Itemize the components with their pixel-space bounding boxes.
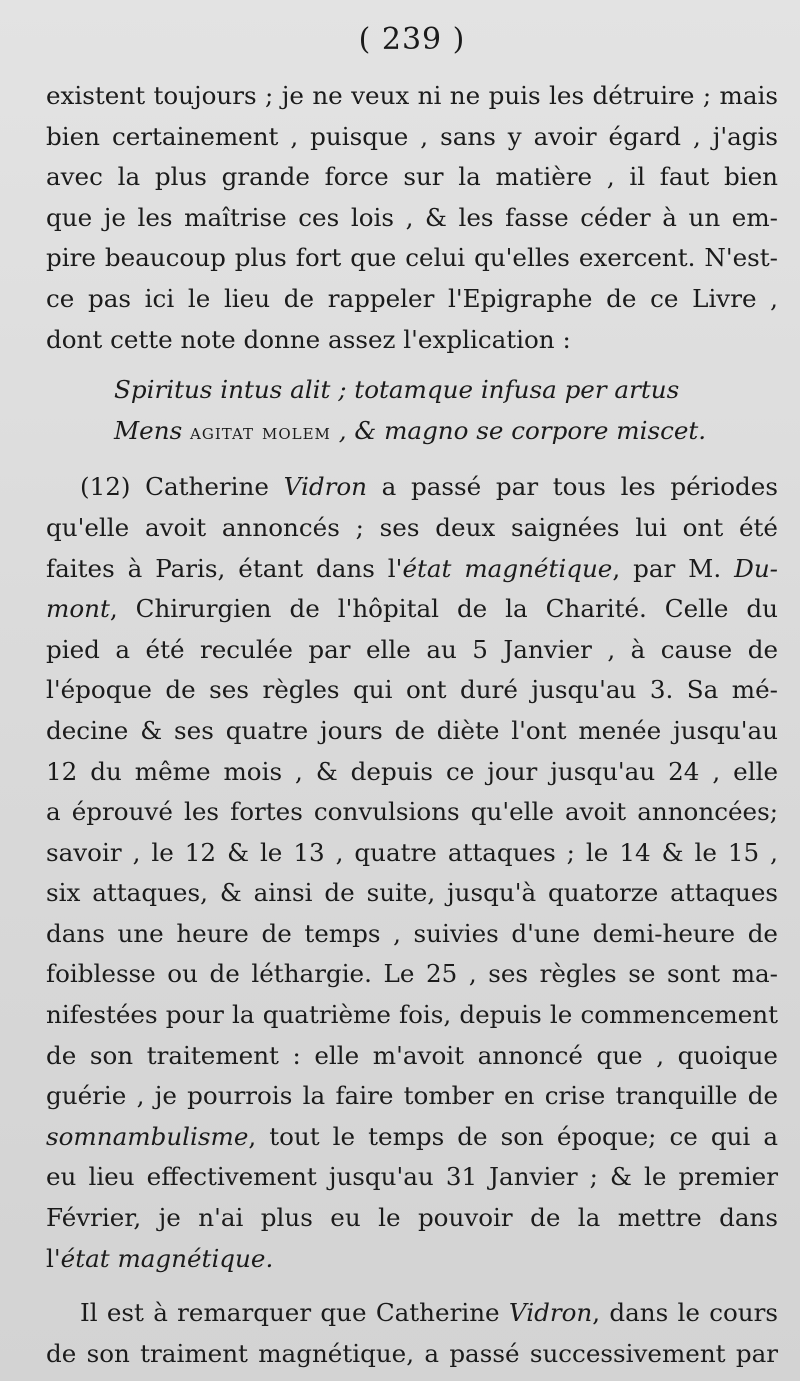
emphasis: état magnétique.: [60, 1243, 274, 1273]
person-name: mont: [46, 594, 110, 624]
text-line: de son traiment magnétique, a passé successivement par: [46, 1338, 778, 1368]
note-12-paragraph: [46, 467, 778, 1279]
epigraph-quote: [46, 360, 778, 467]
text-line: [46, 1293, 778, 1334]
epigraph-text: , & magno se corpore miscet.: [338, 415, 707, 445]
epigraph-line-1: Spiritus intus alit ; totamque infusa per artus: [114, 375, 680, 405]
text-fragment: , par M.: [612, 553, 722, 583]
text-line: existent toujours ; je ne veux ni ne puis les détruire ; mais: [46, 81, 778, 110]
text-line: ce pas ici le lieu de rappeler l'Epigraphe de ce Livre ,: [46, 283, 778, 313]
text-line: dans une heure de temps , suivies d'une demi-heure de: [46, 918, 778, 948]
text-fragment: , dans le cours: [592, 1298, 778, 1328]
text-line: decine & ses quatre jours de diète l'ont menée jusqu'au: [46, 715, 778, 745]
text-fragment: Il est à remarquer que Catherine: [80, 1298, 500, 1328]
text-line: Février, je n'ai plus eu le pouvoir de la mettre dans: [46, 1203, 778, 1233]
text-line: eu lieu effectivement jusqu'au 31 Janvier ; & le premier: [46, 1162, 778, 1192]
person-name: Vidron: [508, 1298, 593, 1328]
text-line: [46, 1117, 778, 1158]
text-line: nifestées pour la quatrième fois, depuis le commencement: [46, 1000, 778, 1030]
page-body: [46, 76, 778, 1374]
text-line: [46, 589, 778, 630]
text-line: foiblesse ou de léthargie. Le 25 , ses règles se sont ma-: [46, 959, 778, 989]
emphasis: état magnétique: [402, 553, 613, 583]
text-fragment: , tout le temps de son époque; ce qui a: [248, 1121, 778, 1151]
text-line: guérie , je pourrois la faire tomber en crise tranquille de: [46, 1081, 778, 1111]
text-fragment: a passé par tous les périodes: [381, 472, 778, 502]
text-line: [46, 467, 778, 508]
text-fragment: l': [46, 1243, 61, 1273]
opening-paragraph: [46, 76, 778, 360]
text-line: avec la plus grande force sur la matière , il faut bien: [46, 162, 778, 192]
text-line: bien certainement , puisque , sans y avoir égard , j'agis: [46, 121, 778, 151]
text-line: 12 du même mois , & depuis ce jour jusqu'au 24 , elle: [46, 756, 778, 786]
closing-paragraph: [46, 1293, 778, 1374]
text-line: dont cette note donne assez l'explication :: [46, 324, 571, 354]
text-line: pire beaucoup plus fort que celui qu'elles exercent. N'est-: [46, 243, 778, 273]
text-line: qu'elle avoit annoncés ; ses deux saignées lui ont été: [46, 512, 778, 542]
text-fragment: faites à Paris, étant dans l': [46, 553, 403, 583]
text-line: l'époque de ses règles qui ont duré jusqu'au 3. Sa mé-: [46, 675, 778, 705]
epigraph-line-2: [114, 411, 778, 454]
text-line: [46, 549, 778, 590]
emphasis: somnambulisme: [46, 1121, 249, 1151]
page-number: ( 239 ): [358, 22, 466, 57]
text-fragment: , Chirurgien de l'hôpital de la Charité. Celle du: [109, 594, 778, 624]
epigraph-text: Mens: [114, 415, 183, 445]
epigraph-small-caps: agitat molem: [190, 419, 331, 445]
text-line: de son traitement : elle m'avoit annoncé que , quoique: [46, 1040, 778, 1070]
person-name: Du-: [734, 553, 778, 583]
text-line: a éprouvé les fortes convulsions qu'elle avoit annoncées;: [46, 797, 778, 827]
text-line: six attaques, & ainsi de suite, jusqu'à quatorze attaques: [46, 878, 778, 908]
person-name: Vidron: [283, 472, 367, 502]
note-label: (12) Catherine: [80, 472, 269, 502]
text-line: pied a été reculée par elle au 5 Janvier , à cause de: [46, 634, 778, 664]
text-line: [46, 1239, 778, 1280]
text-line: savoir , le 12 & le 13 , quatre attaques ; le 14 & le 15 ,: [46, 837, 778, 867]
text-line: que je les maîtrise ces lois , & les fasse céder à un em-: [46, 202, 778, 232]
